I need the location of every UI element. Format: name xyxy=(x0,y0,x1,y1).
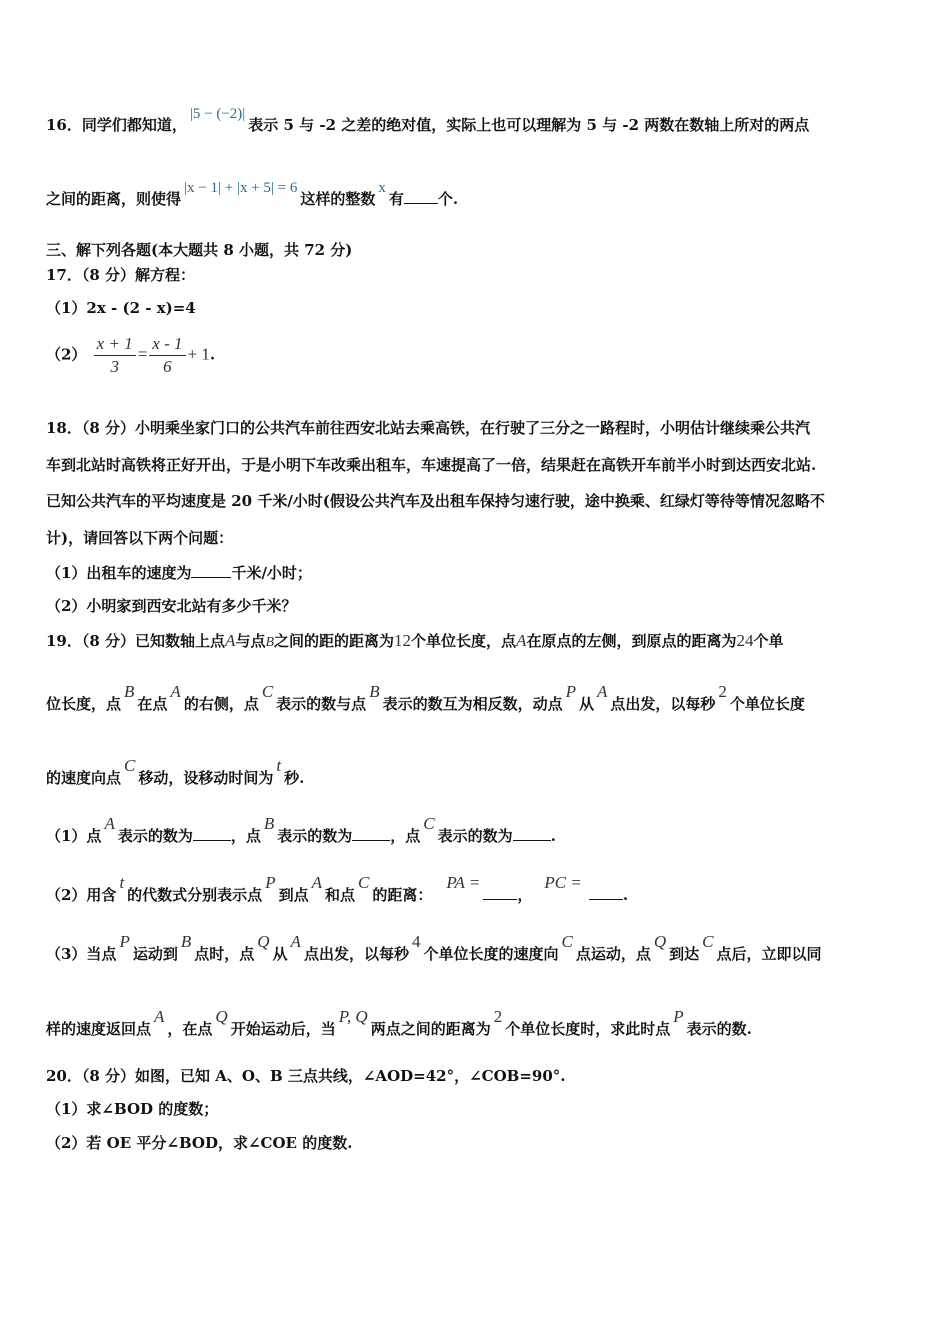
q18-sub2: （2）小明家到西安北站有多少千米？ xyxy=(46,597,297,615)
q16-line1: 16．同学们都知道，|5 − (−2)|表示 5 与 -2 之差的绝对值，实际上也可以理解为 5 与 -2 两数在数轴上所对的两点 xyxy=(46,106,810,134)
q19-sub3-cont: 样的速度返回点A，在点Q开始运动后，当P, Q两点之间的距离为2个单位长度时，求此时点P表示的数. xyxy=(46,1007,752,1038)
fraction-left: $\frac{x + 1}{3}$ xyxy=(94,333,136,378)
abs-equation-image: |5 − (−2)| xyxy=(189,106,246,122)
q19-line2: 位长度，点B在点A的右侧，点C表示的数与点B表示的数互为相反数，动点P从A点出发，以每秒2个单位长度 xyxy=(46,682,805,713)
q19-sub2: （2）用含t的代数式分别表示点P到点A和点C的距离：PA =，PC =. xyxy=(46,873,629,904)
q18-line1: 18．（8 分）小明乘坐家门口的公共汽车前往西安北站去乘高铁，在行驶了三分之一路程时，小明估计继续乘公共汽 xyxy=(46,419,811,437)
section-3-title: 三、解下列各题(本大题共 8 小题，共 72 分) xyxy=(46,241,353,259)
fraction-right: $\frac{x - 1}{6}$ xyxy=(149,333,185,378)
q18-sub1: （1）出租车的速度为 千米/小时； xyxy=(46,564,312,582)
q19-sub3: （3）当点P运动到B点时，点Q从A点出发，以每秒4个单位长度的速度向C点运动，点Q到达C点后，立即以同 xyxy=(46,932,822,963)
q17-part1: （1）2x - (2 - x)=4 xyxy=(46,299,196,317)
q20-sub2: （2）若 OE 平分∠BOD，求∠COE 的度数. xyxy=(46,1134,353,1152)
answer-blank-pa[interactable] xyxy=(483,885,517,900)
q19-line3: 的速度向点C移动，设移动时间为t秒. xyxy=(46,756,305,787)
answer-blank-pc[interactable] xyxy=(589,885,623,900)
answer-blank-a[interactable] xyxy=(193,826,231,841)
answer-blank[interactable] xyxy=(191,563,231,578)
q20-sub1: （1）求∠BOD 的度数； xyxy=(46,1100,219,1118)
answer-blank-b[interactable] xyxy=(352,826,390,841)
answer-blank[interactable] xyxy=(404,189,438,204)
q16-line2: 之间的距离，则使得|x − 1| + |x + 5| = 6这样的整数x有 个. xyxy=(46,180,459,208)
q17-part2: （2） $\frac{x + 1}{3}$ = $\frac{x - 1}{6}$ + 1. xyxy=(46,334,216,376)
q19-sub1: （1）点A表示的数为 ，点B表示的数为 ，点C表示的数为 . xyxy=(46,814,556,845)
answer-blank-c[interactable] xyxy=(513,826,551,841)
q19-line1: 19．（8 分）已知数轴上点A与点B之间的距的距离为12个单位长度，点A在原点的左侧，到原点的距离为24个单 xyxy=(46,631,784,650)
q17-title: 17．（8 分）解方程： xyxy=(46,266,196,284)
abs-sum-equation-image: |x − 1| + |x + 5| = 6 xyxy=(184,180,298,196)
q18-line3: 已知公共汽车的平均速度是 20 千米/小时(假设公共汽车及出租车保持匀速行驶，途中换乘、红绿灯等待等情况忽略不 xyxy=(46,492,825,510)
x-variable: x xyxy=(378,180,386,196)
q18-line2: 车到北站时高铁将正好开出，于是小明下车改乘出租车，车速提高了一倍，结果赶在高铁开车前半小时到达西安北站. xyxy=(46,456,817,474)
q20-line1: 20．（8 分）如图，已知 A、O、B 三点共线，∠AOD=42°，∠COB=90°. xyxy=(46,1067,566,1085)
q18-line4: 计)，请回答以下两个问题： xyxy=(46,529,234,547)
